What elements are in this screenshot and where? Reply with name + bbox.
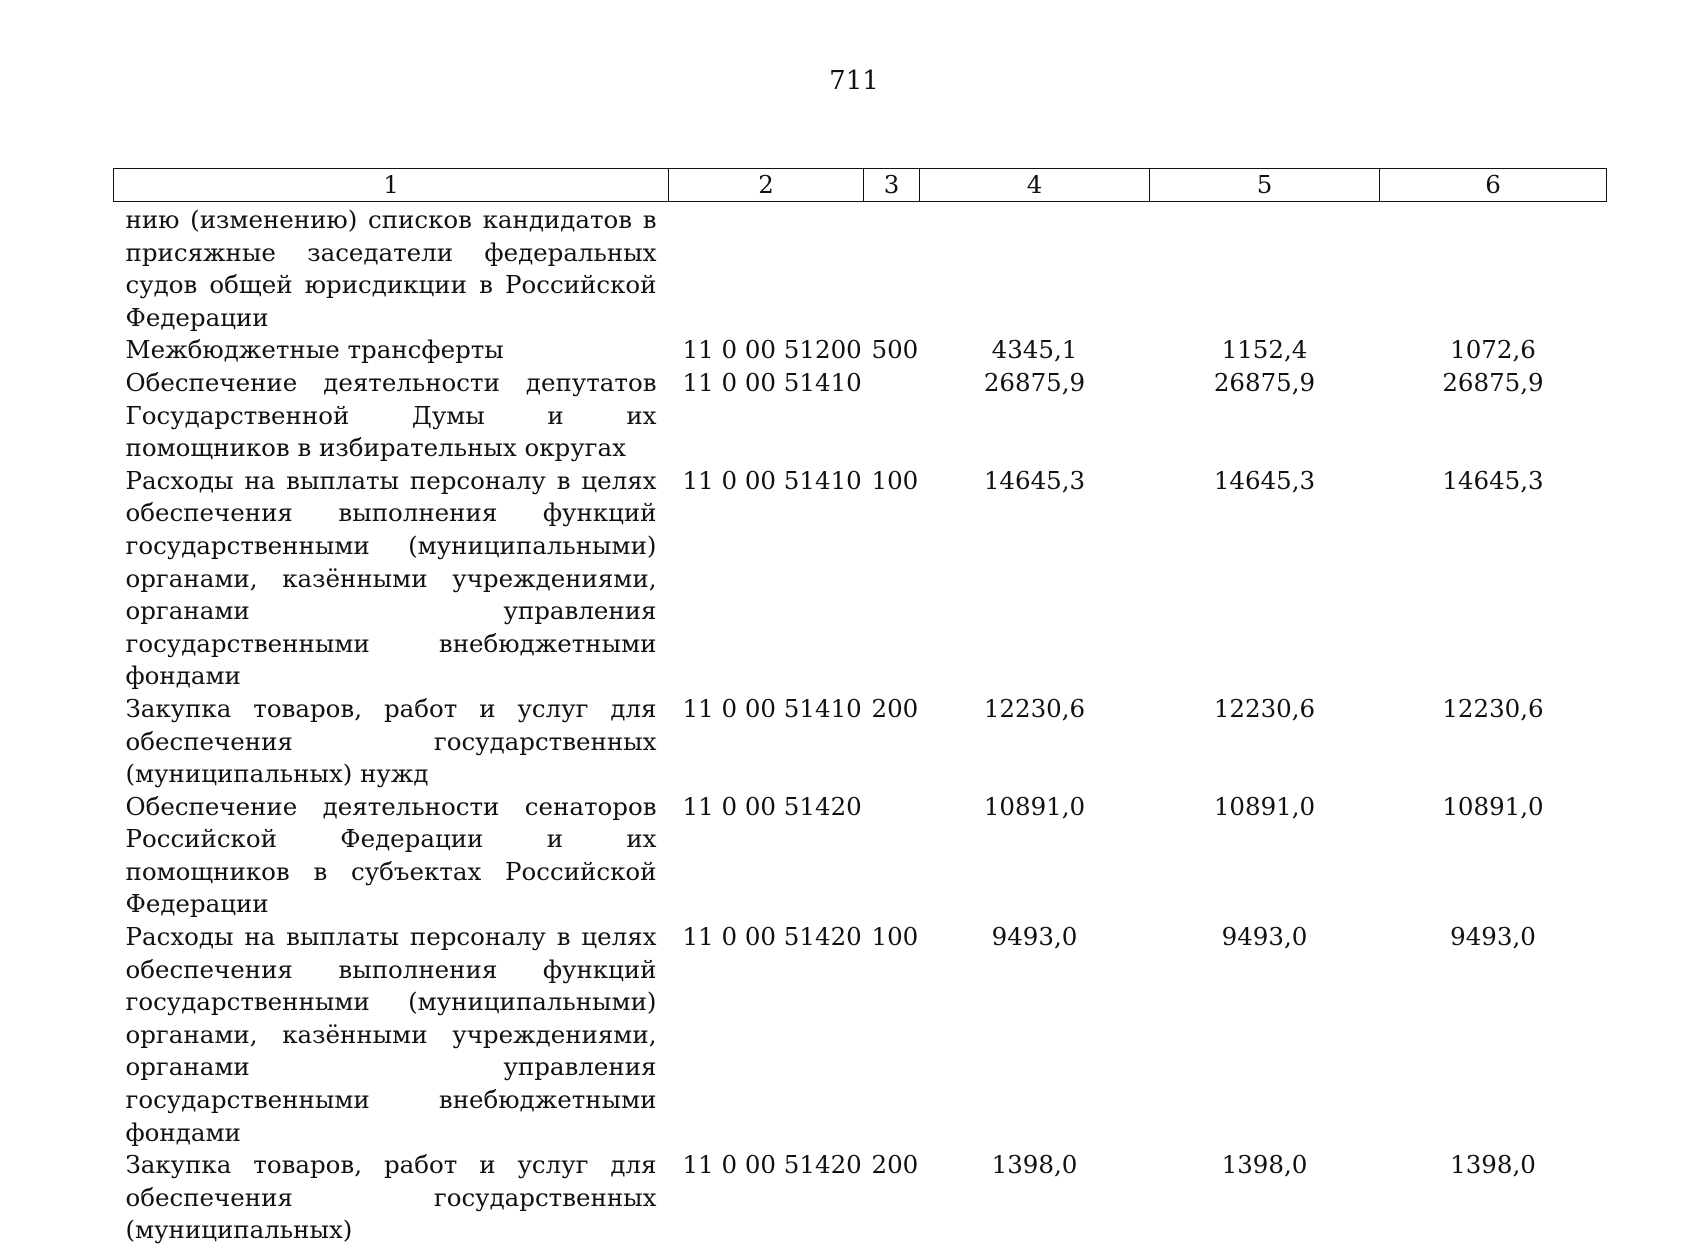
row-value-6: 26875,9 [1380,367,1607,465]
row-target-code: 11 0 00 51420 [669,1149,864,1247]
row-expense-type [864,202,920,335]
row-value-6: 14645,3 [1380,465,1607,693]
row-target-code: 11 0 00 51200 [669,334,864,367]
row-description: Обеспечение деятельности депутатов Государственной Думы и их помощников в избирательных округах [114,367,669,465]
table-row [114,693,1607,791]
row-description: Закупка товаров, работ и услуг для обеспечения государственных (муниципальных) [114,1149,669,1247]
row-value-5: 1152,4 [1150,334,1380,367]
row-expense-type [864,791,920,921]
header-col-1: 1 [114,169,669,202]
row-description: нию (изменению) списков кандидатов в присяжные заседатели федеральных судов общей юрисдикции в Российской Федерации [114,202,669,335]
row-expense-type: 500 [864,334,920,367]
header-col-4: 4 [920,169,1150,202]
row-description: Межбюджетные трансферты [114,334,669,367]
row-value-4: 4345,1 [920,334,1150,367]
row-target-code: 11 0 00 51420 [669,791,864,921]
row-expense-type: 200 [864,1149,920,1247]
row-expense-type: 100 [864,465,920,693]
row-value-6: 12230,6 [1380,693,1607,791]
row-target-code: 11 0 00 51410 [669,693,864,791]
row-expense-type: 100 [864,921,920,1149]
row-value-6: 9493,0 [1380,921,1607,1149]
row-value-5: 12230,6 [1150,693,1380,791]
row-target-code [669,202,864,335]
row-value-4: 9493,0 [920,921,1150,1149]
row-value-5: 10891,0 [1150,791,1380,921]
row-value-4: 10891,0 [920,791,1150,921]
row-description: Обеспечение деятельности сенаторов Российской Федерации и их помощников в субъектах Российской Федерации [114,791,669,921]
row-value-5 [1150,202,1380,335]
row-value-4 [920,202,1150,335]
row-value-6: 1398,0 [1380,1149,1607,1247]
row-value-4: 26875,9 [920,367,1150,465]
header-col-5: 5 [1150,169,1380,202]
table-body [114,202,1607,1247]
page-number: 711 [0,66,1708,96]
budget-table [113,168,1607,1247]
row-expense-type [864,367,920,465]
row-value-6: 1072,6 [1380,334,1607,367]
table-row [114,465,1607,693]
row-description: Расходы на выплаты персоналу в целях обеспечения выполнения функций государственными (муниципальными) органами, казёнными учреждениями, органами управления государственными внебюджетными фондами [114,921,669,1149]
row-description: Расходы на выплаты персоналу в целях обеспечения выполнения функций государственными (муниципальными) органами, казёнными учреждениями, органами управления государственными внебюджетными фондами [114,465,669,693]
row-target-code: 11 0 00 51410 [669,367,864,465]
row-value-4: 12230,6 [920,693,1150,791]
row-value-6 [1380,202,1607,335]
table-row [114,367,1607,465]
row-value-5: 9493,0 [1150,921,1380,1149]
header-row [114,169,1607,202]
row-value-5: 14645,3 [1150,465,1380,693]
table-row [114,921,1607,1149]
header-col-6: 6 [1380,169,1607,202]
table-row [114,334,1607,367]
row-target-code: 11 0 00 51420 [669,921,864,1149]
table-row [114,791,1607,921]
row-value-5: 26875,9 [1150,367,1380,465]
row-value-4: 1398,0 [920,1149,1150,1247]
table-row [114,1149,1607,1247]
table-row [114,202,1607,335]
row-expense-type: 200 [864,693,920,791]
header-col-3: 3 [864,169,920,202]
row-value-5: 1398,0 [1150,1149,1380,1247]
row-value-4: 14645,3 [920,465,1150,693]
row-value-6: 10891,0 [1380,791,1607,921]
row-target-code: 11 0 00 51410 [669,465,864,693]
row-description: Закупка товаров, работ и услуг для обеспечения государственных (муниципальных) нужд [114,693,669,791]
table-header [114,169,1607,202]
header-col-2: 2 [669,169,864,202]
